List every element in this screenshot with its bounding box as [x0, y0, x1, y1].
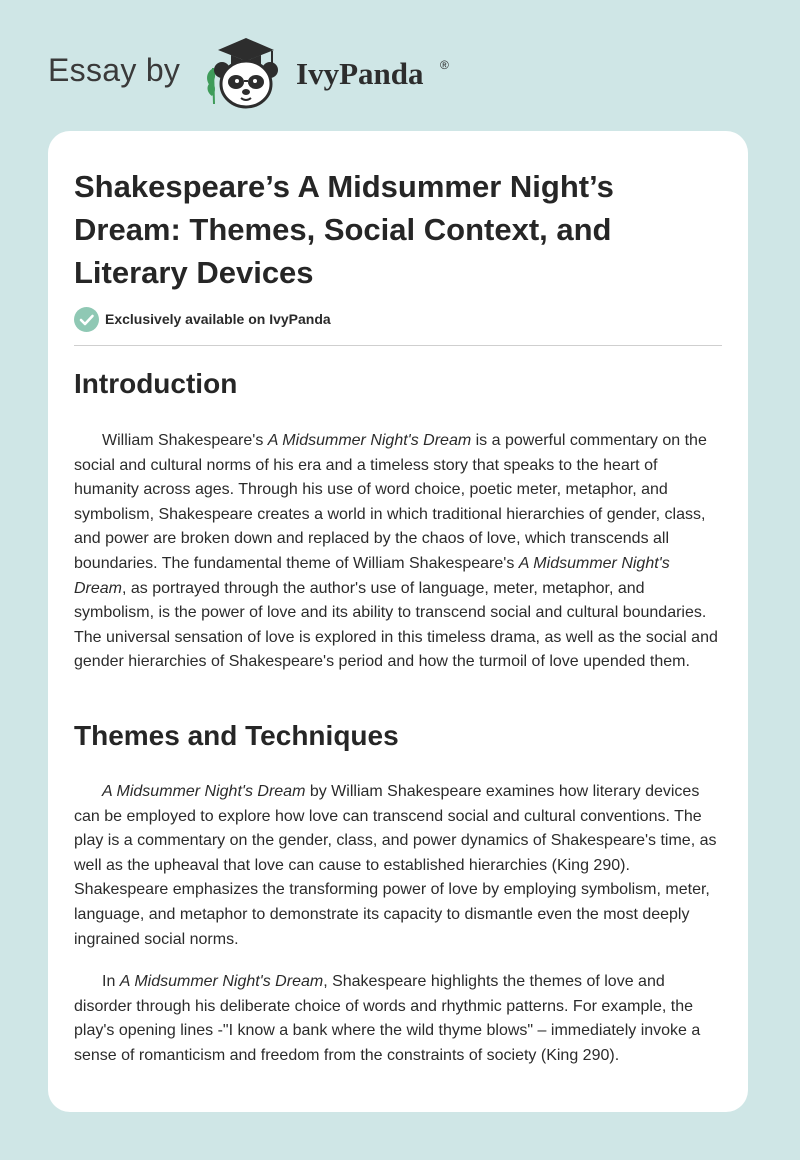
exclusive-badge: [74, 306, 331, 332]
exclusive-badge-label: Exclusively available on IvyPanda: [105, 311, 331, 327]
paragraph-themes-2: [74, 970, 722, 1068]
play-title-italic: A Midsummer Night's Dream: [119, 973, 324, 990]
paragraph-themes-1: [74, 780, 722, 952]
panda-graduate-icon[interactable]: [200, 34, 292, 110]
check-circle-icon: [74, 307, 99, 332]
section-heading-introduction: Introduction: [74, 368, 238, 399]
registered-mark: ®: [440, 58, 449, 72]
paragraph-text: by William Shakespeare examines how literary devices can be employed to explore how love can transcend social and cultural conventions. The play is a commentary on the gender, class, and power dynamics of Shakespeare's time, as well as the upheaval that love can cause to established hierarchies (King 290). Shakespeare emphasizes the transforming power of love by employing symbolism, meter, language, and metaphor to demonstrate its capacity to dismantle even the most deeply ingrained social norms.: [74, 783, 717, 948]
play-title-italic: A Midsummer Night's Dream: [102, 783, 306, 800]
site-header: [0, 0, 800, 130]
paragraph-text: In: [102, 973, 120, 990]
play-title-italic: A Midsummer Night's Dream: [74, 554, 670, 597]
section-heading-themes: Themes and Techniques: [74, 720, 399, 751]
essay-card: [48, 131, 748, 1112]
essay-by-label: Essay by: [48, 52, 181, 88]
brand-name[interactable]: IvyPanda: [296, 56, 424, 91]
paragraph-text: , as portrayed through the author's use of language, meter, metaphor, and symbolism, is the power of love and its ability to transcend social and cultural boundaries. The universal sensation of love is explored in this timeless drama, as well as the social and gender hierarchies of Shakespeare's period and how the turmoil of love upended them.: [74, 579, 718, 671]
paragraph-introduction: [74, 429, 722, 675]
play-title-italic: A Midsummer Night's Dream: [267, 432, 472, 449]
paragraph-text: William Shakespeare's: [102, 432, 268, 449]
paragraph-text: , Shakespeare highlights the themes of love and disorder through his deliberate choice of words and rhythmic patterns. For example, the play's opening lines -"I know a bank where the wild thyme blows" – immediately invoke a sense of romanticism and freedom from the constraints of society (King 290).: [74, 973, 701, 1064]
paragraph-text: is a powerful commentary on the social and cultural norms of his era and a timeless story that speaks to the heart of humanity across ages. Through his use of word choice, poetic meter, metaphor, and symbolism, Shakespeare creates a world in which traditional hierarchies of gender, class, and power are broken down and replaced by the chaos of love, which transcends all boundaries. The fundamental theme of William Shakespeare's: [74, 432, 707, 572]
divider: [74, 345, 722, 346]
page-title: Shakespeare’s A Midsummer Night’s Dream: Themes, Social Context, and Literary Devices: [74, 169, 614, 290]
